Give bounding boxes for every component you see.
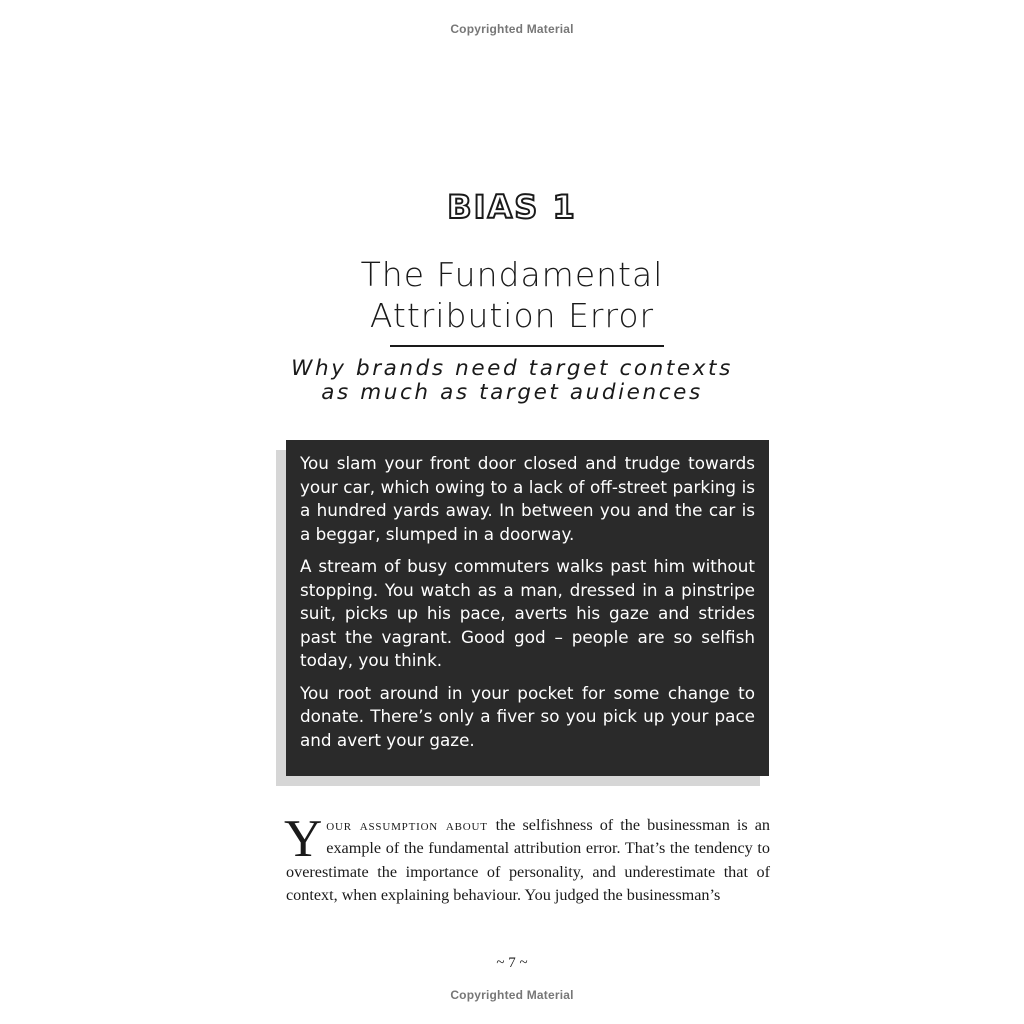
chapter-title-line-1: The Fundamental	[360, 255, 664, 294]
chapter-subtitle	[0, 357, 1024, 405]
drop-cap: Y	[284, 810, 323, 868]
body-lead-in: our assumption about	[326, 816, 496, 834]
chapter-subtitle-line-2: as much as target audiences	[321, 380, 703, 405]
story-box	[286, 440, 769, 776]
story-paragraph-2: A stream of busy commuters walks past him without stopping. You watch as a man, dressed in a pinstripe suit, picks up his pace, averts his gaze and strides past the vagrant. Good god – people are so selfish today, you think.	[300, 556, 755, 670]
story-paragraph-3: You root around in your pocket for some change to donate. There’s only a fiver so you pick up your pace and avert your gaze.	[300, 682, 755, 750]
body-paragraph	[284, 810, 770, 907]
story-paragraph-1: You slam your front door closed and trudge towards your car, which owing to a lack of off-street parking is a hundred yards away. In between you and the car is a beggar, slumped in a doorway.	[300, 453, 755, 544]
copyright-notice-top: Copyrighted Material	[450, 22, 574, 36]
chapter-title	[0, 254, 1024, 336]
title-divider	[390, 345, 664, 347]
page-number: ~ 7 ~	[496, 955, 528, 971]
copyright-notice-bottom: Copyrighted Material	[450, 988, 574, 1002]
chapter-title-line-2: Attribution Error	[369, 296, 655, 335]
body-text: the selfishness of the businessman is an example of the fundamental attribution error. That’s the tendency to overestimate the importance of personality, and underestimate that of context, when explaining behaviour. You judged the businessman’s	[286, 816, 770, 904]
chapter-subtitle-line-1: Why brands need target contexts	[291, 356, 733, 381]
chapter-label: BIAS 1	[447, 188, 577, 226]
